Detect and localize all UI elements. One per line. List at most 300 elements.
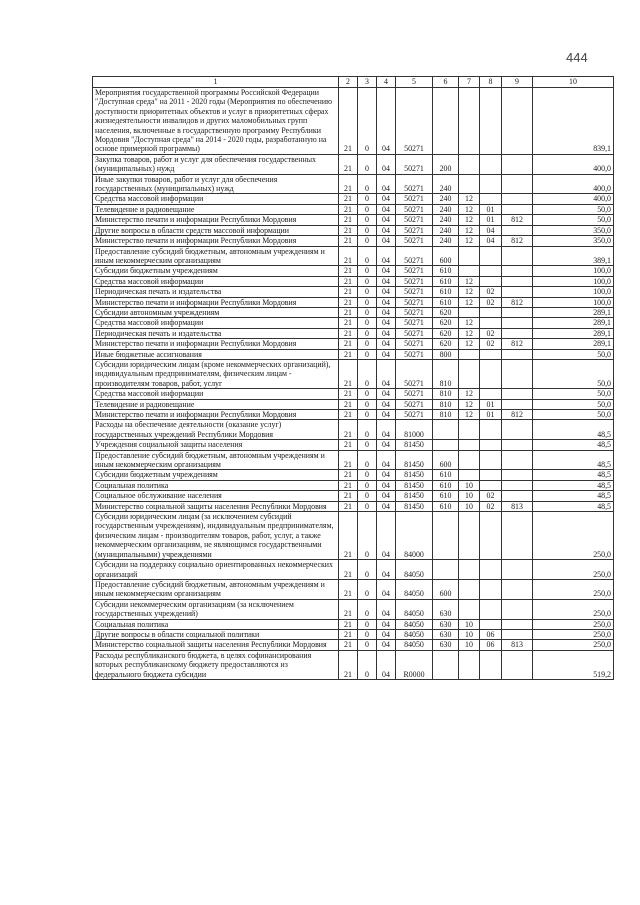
col4-cell: 04: [377, 389, 396, 399]
row-name-cell: Средства массовой информации: [93, 389, 339, 399]
col3-cell: 0: [358, 194, 377, 204]
col2-cell: 21: [339, 328, 358, 338]
col8-cell: 04: [480, 236, 502, 246]
col6-cell: [433, 88, 459, 155]
col9-cell: [502, 420, 533, 440]
col6-cell: 620: [433, 328, 459, 338]
col8-cell: [480, 440, 502, 450]
col6-cell: 620: [433, 318, 459, 328]
col3-cell: 0: [358, 349, 377, 359]
row-name-cell: Министерство печати и информации Республики Мордовия: [93, 297, 339, 307]
table-row: [93, 389, 614, 399]
col9-cell: [502, 194, 533, 204]
col6-cell: 630: [433, 619, 459, 629]
table-row: [93, 359, 614, 388]
col2-cell: 21: [339, 650, 358, 679]
col2-cell: 21: [339, 599, 358, 619]
row-name-cell: Иные бюджетные ассигнования: [93, 349, 339, 359]
col8-cell: [480, 450, 502, 470]
col7-cell: [459, 174, 480, 194]
amount-cell: 48,5: [533, 440, 614, 450]
amount-cell: 50,0: [533, 349, 614, 359]
col4-cell: 04: [377, 599, 396, 619]
col6-cell: [433, 440, 459, 450]
amount-cell: 250,0: [533, 629, 614, 639]
col8-cell: 02: [480, 297, 502, 307]
col3-cell: 0: [358, 339, 377, 349]
col6-cell: 600: [433, 579, 459, 599]
col8-cell: [480, 512, 502, 560]
col4-cell: 04: [377, 154, 396, 174]
col5-cell: 50271: [396, 328, 433, 338]
col6-cell: 240: [433, 215, 459, 225]
row-name-cell: Субсидии некоммерческим организациям (за исключением государственных учреждений): [93, 599, 339, 619]
col2-cell: 21: [339, 276, 358, 286]
table-row: [93, 470, 614, 480]
table-row: [93, 339, 614, 349]
col9-cell: [502, 307, 533, 317]
row-name-cell: Субсидии на поддержку социально ориентированных некоммерческих организаций: [93, 560, 339, 580]
table-row: [93, 560, 614, 580]
col5-cell: 81450: [396, 470, 433, 480]
col9-cell: [502, 650, 533, 679]
table-row: [93, 512, 614, 560]
col5-cell: 81450: [396, 450, 433, 470]
col5-cell: 50271: [396, 236, 433, 246]
amount-cell: 250,0: [533, 579, 614, 599]
col8-cell: [480, 246, 502, 266]
col5-cell: 50271: [396, 399, 433, 409]
amount-cell: 100,0: [533, 276, 614, 286]
col2-cell: 21: [339, 88, 358, 155]
col2-cell: 21: [339, 410, 358, 420]
col7-cell: [459, 307, 480, 317]
col3-cell: 0: [358, 174, 377, 194]
col5-cell: 81450: [396, 480, 433, 490]
row-name-cell: Предоставление субсидий бюджетным, автономным учреждениям и иным некоммерческим организациям: [93, 246, 339, 266]
col6-cell: [433, 650, 459, 679]
col4-cell: 04: [377, 501, 396, 511]
row-name-cell: Средства массовой информации: [93, 318, 339, 328]
col4-cell: 04: [377, 512, 396, 560]
col9-cell: [502, 154, 533, 174]
col-header-8: 8: [480, 77, 502, 88]
amount-cell: 48,5: [533, 480, 614, 490]
table-row: [93, 440, 614, 450]
col7-cell: [459, 154, 480, 174]
amount-cell: 250,0: [533, 619, 614, 629]
table-row: [93, 491, 614, 501]
col7-cell: [459, 420, 480, 440]
col7-cell: 10: [459, 480, 480, 490]
amount-cell: 250,0: [533, 512, 614, 560]
col9-cell: [502, 359, 533, 388]
col2-cell: 21: [339, 480, 358, 490]
amount-cell: 400,0: [533, 194, 614, 204]
col9-cell: 812: [502, 410, 533, 420]
row-name-cell: Министерство социальной защиты населения Республики Мордовия: [93, 640, 339, 650]
row-name-cell: Субсидии юридическим лицам (кроме некоммерческих организаций), индивидуальным предпринимателям, физическим лицам - производителям товаров, работ, услуг: [93, 359, 339, 388]
col8-cell: 01: [480, 215, 502, 225]
col2-cell: 21: [339, 470, 358, 480]
table-row: [93, 297, 614, 307]
table-row: [93, 246, 614, 266]
col7-cell: [459, 266, 480, 276]
col9-cell: [502, 629, 533, 639]
col4-cell: 04: [377, 349, 396, 359]
col3-cell: 0: [358, 480, 377, 490]
table-header-row: [93, 77, 614, 88]
col2-cell: 21: [339, 399, 358, 409]
col7-cell: 12: [459, 399, 480, 409]
col3-cell: 0: [358, 266, 377, 276]
row-name-cell: Субсидии бюджетным учреждениям: [93, 266, 339, 276]
col9-cell: [502, 318, 533, 328]
col3-cell: 0: [358, 560, 377, 580]
col8-cell: [480, 650, 502, 679]
col5-cell: 50271: [396, 339, 433, 349]
col3-cell: 0: [358, 88, 377, 155]
table-body: [93, 88, 614, 680]
amount-cell: 389,1: [533, 246, 614, 266]
col9-cell: 812: [502, 339, 533, 349]
amount-cell: 100,0: [533, 287, 614, 297]
col3-cell: 0: [358, 410, 377, 420]
row-name-cell: Министерство печати и информации Республики Мордовия: [93, 410, 339, 420]
col3-cell: 0: [358, 318, 377, 328]
amount-cell: 48,5: [533, 470, 614, 480]
col4-cell: 04: [377, 339, 396, 349]
col5-cell: 81450: [396, 491, 433, 501]
table-row: [93, 194, 614, 204]
col2-cell: 21: [339, 389, 358, 399]
col4-cell: 04: [377, 420, 396, 440]
amount-cell: 48,5: [533, 501, 614, 511]
col2-cell: 21: [339, 339, 358, 349]
col2-cell: 21: [339, 225, 358, 235]
col2-cell: 21: [339, 579, 358, 599]
col5-cell: 84050: [396, 619, 433, 629]
table-row: [93, 399, 614, 409]
col7-cell: [459, 579, 480, 599]
col5-cell: 50271: [396, 276, 433, 286]
col5-cell: 50271: [396, 318, 433, 328]
table-row: [93, 599, 614, 619]
row-name-cell: Периодическая печать и издательства: [93, 287, 339, 297]
col8-cell: 01: [480, 399, 502, 409]
col3-cell: 0: [358, 328, 377, 338]
col7-cell: 12: [459, 287, 480, 297]
col4-cell: 04: [377, 650, 396, 679]
amount-cell: 400,0: [533, 154, 614, 174]
col6-cell: 610: [433, 297, 459, 307]
col5-cell: 50271: [396, 194, 433, 204]
table-row: [93, 204, 614, 214]
col2-cell: 21: [339, 560, 358, 580]
table-row: [93, 236, 614, 246]
col9-cell: 813: [502, 640, 533, 650]
col7-cell: [459, 450, 480, 470]
col3-cell: 0: [358, 276, 377, 286]
col2-cell: 21: [339, 629, 358, 639]
amount-cell: 289,1: [533, 328, 614, 338]
col7-cell: 12: [459, 339, 480, 349]
col6-cell: 240: [433, 236, 459, 246]
col3-cell: 0: [358, 154, 377, 174]
col9-cell: [502, 389, 533, 399]
row-name-cell: Телевидение и радиовещание: [93, 204, 339, 214]
col5-cell: 50271: [396, 215, 433, 225]
col8-cell: [480, 619, 502, 629]
col2-cell: 21: [339, 246, 358, 266]
col7-cell: 12: [459, 225, 480, 235]
col6-cell: 810: [433, 399, 459, 409]
col6-cell: 610: [433, 276, 459, 286]
col4-cell: 04: [377, 297, 396, 307]
table-row: [93, 307, 614, 317]
col5-cell: 50271: [396, 287, 433, 297]
col2-cell: 21: [339, 640, 358, 650]
amount-cell: 289,1: [533, 307, 614, 317]
col4-cell: 04: [377, 560, 396, 580]
col5-cell: 84050: [396, 579, 433, 599]
col5-cell: 81450: [396, 440, 433, 450]
col5-cell: 50271: [396, 359, 433, 388]
col8-cell: [480, 420, 502, 440]
amount-cell: 250,0: [533, 560, 614, 580]
amount-cell: 100,0: [533, 297, 614, 307]
col4-cell: 04: [377, 359, 396, 388]
col6-cell: 810: [433, 389, 459, 399]
col2-cell: 21: [339, 266, 358, 276]
col8-cell: 02: [480, 339, 502, 349]
col6-cell: [433, 512, 459, 560]
amount-cell: 350,0: [533, 225, 614, 235]
col5-cell: 50271: [396, 349, 433, 359]
col6-cell: 610: [433, 287, 459, 297]
col8-cell: 01: [480, 204, 502, 214]
table-row: [93, 215, 614, 225]
col9-cell: 813: [502, 501, 533, 511]
col4-cell: 04: [377, 174, 396, 194]
col7-cell: [459, 470, 480, 480]
page-number: 444: [566, 50, 588, 65]
col9-cell: [502, 225, 533, 235]
col3-cell: 0: [358, 501, 377, 511]
row-name-cell: Закупка товаров, работ и услуг для обеспечения государственных (муниципальных) нужд: [93, 154, 339, 174]
col7-cell: 10: [459, 619, 480, 629]
row-name-cell: Мероприятия государственной программы Российской Федерации "Доступная среда" на 2011 - 2020 годы (Мероприятия по обеспечению доступности приоритетных объектов и услуг в приоритетных сферах жизнедеятельности инвалидов и других маломобильных групп населения, включенные в государственную программу Республики Мордовия "Доступная среда" на 2014 - 2020 годы, разработанную на основе примерной программы): [93, 88, 339, 155]
amount-cell: 48,5: [533, 491, 614, 501]
table-row: [93, 174, 614, 194]
col2-cell: 21: [339, 619, 358, 629]
col5-cell: 84050: [396, 640, 433, 650]
col7-cell: [459, 359, 480, 388]
col9-cell: [502, 174, 533, 194]
col5-cell: 50271: [396, 225, 433, 235]
col6-cell: 240: [433, 204, 459, 214]
table-row: [93, 225, 614, 235]
row-name-cell: Расходы республиканского бюджета, в целях софинансирования которых республиканскому бюджету предоставляются из федерального бюджета субсидии: [93, 650, 339, 679]
col7-cell: 12: [459, 410, 480, 420]
col2-cell: 21: [339, 512, 358, 560]
col3-cell: 0: [358, 629, 377, 639]
col7-cell: 12: [459, 215, 480, 225]
row-name-cell: Министерство социальной защиты населения Республики Мордовия: [93, 501, 339, 511]
col4-cell: 04: [377, 579, 396, 599]
col5-cell: 84050: [396, 599, 433, 619]
col8-cell: [480, 359, 502, 388]
row-name-cell: Социальная политика: [93, 619, 339, 629]
col8-cell: [480, 194, 502, 204]
col8-cell: [480, 560, 502, 580]
col9-cell: 812: [502, 236, 533, 246]
col5-cell: 50271: [396, 174, 433, 194]
col6-cell: 240: [433, 225, 459, 235]
amount-cell: 100,0: [533, 266, 614, 276]
row-name-cell: Министерство печати и информации Республики Мордовия: [93, 236, 339, 246]
col3-cell: 0: [358, 204, 377, 214]
col8-cell: [480, 174, 502, 194]
col6-cell: 610: [433, 491, 459, 501]
col3-cell: 0: [358, 307, 377, 317]
col-header-2: 2: [339, 77, 358, 88]
col5-cell: 50271: [396, 307, 433, 317]
col6-cell: [433, 560, 459, 580]
col3-cell: 0: [358, 359, 377, 388]
col7-cell: [459, 650, 480, 679]
col7-cell: 12: [459, 194, 480, 204]
col7-cell: 12: [459, 328, 480, 338]
col4-cell: 04: [377, 88, 396, 155]
col5-cell: 84050: [396, 560, 433, 580]
col2-cell: 21: [339, 297, 358, 307]
col7-cell: 12: [459, 204, 480, 214]
col4-cell: 04: [377, 328, 396, 338]
col5-cell: 84050: [396, 629, 433, 639]
amount-cell: 519,2: [533, 650, 614, 679]
col4-cell: 04: [377, 225, 396, 235]
col9-cell: [502, 512, 533, 560]
col-header-6: 6: [433, 77, 459, 88]
col9-cell: 812: [502, 215, 533, 225]
col6-cell: [433, 420, 459, 440]
row-name-cell: Другие вопросы в области социальной политики: [93, 629, 339, 639]
col4-cell: 04: [377, 215, 396, 225]
col8-cell: [480, 88, 502, 155]
col-header-4: 4: [377, 77, 396, 88]
col2-cell: 21: [339, 287, 358, 297]
col8-cell: [480, 276, 502, 286]
col6-cell: 610: [433, 470, 459, 480]
col2-cell: 21: [339, 154, 358, 174]
col-header-9: 9: [502, 77, 533, 88]
amount-cell: 400,0: [533, 174, 614, 194]
col9-cell: [502, 579, 533, 599]
col5-cell: 81000: [396, 420, 433, 440]
col-header-1: 1: [93, 77, 339, 88]
col6-cell: 240: [433, 174, 459, 194]
col8-cell: [480, 154, 502, 174]
col4-cell: 04: [377, 266, 396, 276]
table-row: [93, 619, 614, 629]
col-header-3: 3: [358, 77, 377, 88]
col3-cell: 0: [358, 420, 377, 440]
col4-cell: 04: [377, 204, 396, 214]
col6-cell: 610: [433, 266, 459, 276]
col9-cell: [502, 287, 533, 297]
col6-cell: 610: [433, 501, 459, 511]
table-row: [93, 410, 614, 420]
col5-cell: 50271: [396, 266, 433, 276]
col8-cell: [480, 349, 502, 359]
col7-cell: 10: [459, 491, 480, 501]
col6-cell: 810: [433, 410, 459, 420]
row-name-cell: Средства массовой информации: [93, 194, 339, 204]
row-name-cell: Министерство печати и информации Республики Мордовия: [93, 339, 339, 349]
table-row: [93, 287, 614, 297]
amount-cell: 289,1: [533, 318, 614, 328]
col3-cell: 0: [358, 450, 377, 470]
amount-cell: 50,0: [533, 204, 614, 214]
amount-cell: 50,0: [533, 359, 614, 388]
col9-cell: [502, 246, 533, 266]
col7-cell: 12: [459, 297, 480, 307]
table-row: [93, 154, 614, 174]
budget-table: [92, 76, 614, 680]
row-name-cell: Субсидии юридическим лицам (за исключением субсидий государственным учреждениям), индивидуальным предпринимателям, физическим лицам - производителям товаров, работ, услуг, а также некоммерческим организациям, не являющимся государственными (муниципальными) учреждениями: [93, 512, 339, 560]
amount-cell: 50,0: [533, 399, 614, 409]
col2-cell: 21: [339, 440, 358, 450]
col7-cell: [459, 440, 480, 450]
row-name-cell: Министерство печати и информации Республики Мордовия: [93, 215, 339, 225]
amount-cell: 50,0: [533, 389, 614, 399]
col2-cell: 21: [339, 215, 358, 225]
col4-cell: 04: [377, 491, 396, 501]
amount-cell: 350,0: [533, 236, 614, 246]
col2-cell: 21: [339, 501, 358, 511]
col2-cell: 21: [339, 307, 358, 317]
row-name-cell: Расходы на обеспечение деятельности (оказание услуг) государственных учреждений Республики Мордовия: [93, 420, 339, 440]
amount-cell: 839,1: [533, 88, 614, 155]
col5-cell: 50271: [396, 410, 433, 420]
col9-cell: [502, 619, 533, 629]
col3-cell: 0: [358, 399, 377, 409]
col6-cell: 630: [433, 629, 459, 639]
row-name-cell: Предоставление субсидий бюджетным, автономным учреждениям и иным некоммерческим организациям: [93, 450, 339, 470]
col7-cell: 12: [459, 236, 480, 246]
col9-cell: [502, 349, 533, 359]
col-header-5: 5: [396, 77, 433, 88]
col6-cell: 630: [433, 599, 459, 619]
col5-cell: 50271: [396, 297, 433, 307]
table-row: [93, 450, 614, 470]
col6-cell: 800: [433, 349, 459, 359]
col6-cell: 810: [433, 359, 459, 388]
amount-cell: 50,0: [533, 215, 614, 225]
col7-cell: [459, 246, 480, 266]
col4-cell: 04: [377, 450, 396, 470]
col2-cell: 21: [339, 204, 358, 214]
col9-cell: [502, 88, 533, 155]
col2-cell: 21: [339, 236, 358, 246]
col7-cell: [459, 349, 480, 359]
col8-cell: 01: [480, 410, 502, 420]
col6-cell: 620: [433, 339, 459, 349]
col6-cell: 610: [433, 480, 459, 490]
col7-cell: 10: [459, 501, 480, 511]
col3-cell: 0: [358, 440, 377, 450]
